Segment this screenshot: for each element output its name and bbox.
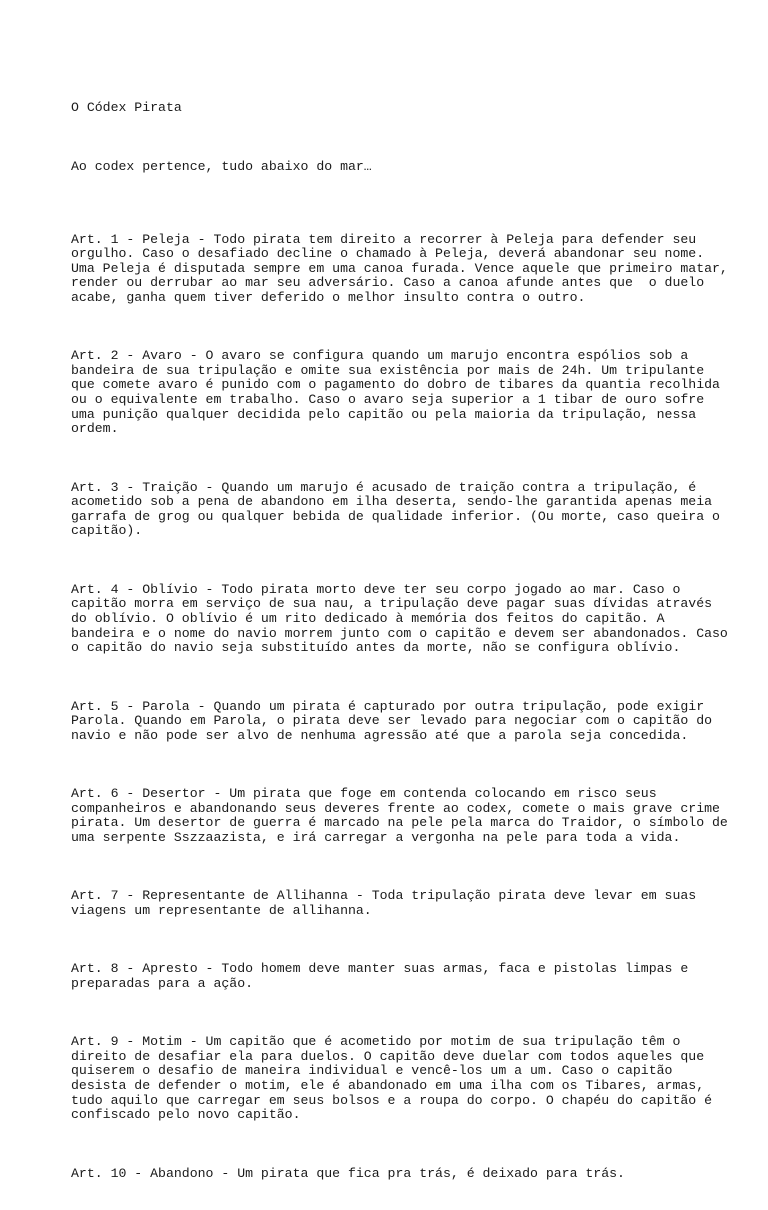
article-6: Art. 6 - Desertor - Um pirata que foge em contenda colocando em risco seus companheiros e abandonando seus deveres frente ao codex, comete o mais grave crime pirata. Um desertor de guerra é marcado na pele pela marca do Traidor, o símbolo de uma serpente Sszzaazista, e irá carregar a vergonha na pele para toda a vida. <box>71 786 728 845</box>
article-4: Art. 4 - Oblívio - Todo pirata morto deve ter seu corpo jogado ao mar. Caso o capitão morra em serviço de sua nau, a tripulação deve pagar suas dívidas através do oblívio. O oblívio é um rito dedicado à memória dos feitos do capitão. A bandeira e o nome do navio morrem junto com o capitão e devem ser abandonados. Caso o capitão do navio seja substituído antes da morte, não se configura oblívio. <box>71 581 728 656</box>
article-10: Art. 10 - Abandono - Um pirata que fica pra trás, é deixado para trás. <box>71 1165 625 1181</box>
document-subtitle: Ao codex pertence, tudo abaixo do mar… <box>71 158 372 174</box>
article-3: Art. 3 - Traição - Quando um marujo é acusado de traição contra a tripulação, é acometido sob a pena de abandono em ilha deserta, sendo-lhe garantida apenas meia garrafa de grog ou qualquer bebida de qualidade inferior. (Ou morte, caso queira o capitão). <box>71 479 720 539</box>
article-9: Art. 9 - Motim - Um capitão que é acometido por motim de sua tripulação têm o direito de desafiar ela para duelos. O capitão deve duelar com todos aqueles que quiserem o desafio de maneira individual e vencê-los um a um. Caso o capitão desista de defender o motim, ele é abandonado em uma ilha com os Tibares, armas, tudo aquilo que carregar em seus bolsos e a roupa do corpo. O chapéu do capitão é confiscado pelo novo capitão. <box>71 1034 713 1123</box>
article-8: Art. 8 - Apresto - Todo homem deve manter suas armas, faca e pistolas limpas e preparadas para a ação. <box>71 961 689 991</box>
document-page <box>71 72 728 1210</box>
article-1: Art. 1 - Peleja - Todo pirata tem direito a recorrer à Peleja para defender seu orgulho. Caso o desafiado decline o chamado à Peleja, deverá abandonar seu nome. Uma Peleja é disputada sempre em uma canoa furada. Vence aquele que primeiro matar, render ou derrubar ao mar seu adversário. Caso a canoa afunde antes que o duelo acabe, ganha quem tiver deferido o melhor insulto contra o outro. <box>71 231 728 305</box>
article-2: Art. 2 - Avaro - O avaro se configura quando um marujo encontra espólios sob a bandeira de sua tripulação e omite sua existência por mais de 24h. Um tripulante que comete avaro é punido com o pagamento do dobro de tibares da quantia recolhida ou o equivalente em trabalho. Caso o avaro seja superior a 1 tibar de ouro sofre uma punição qualquer decidida pelo capitão ou pela maioria da tripulação, nessa ordem. <box>71 348 720 437</box>
article-7: Art. 7 - Representante de Allihanna - Toda tripulação pirata deve levar em suas viagens um representante de allihanna. <box>71 888 697 918</box>
article-5: Art. 5 - Parola - Quando um pirata é capturado por outra tripulação, pode exigir Parola. Quando em Parola, o pirata deve ser levado para negociar com o capitão do navio e não pode ser alvo de nenhuma agressão até que a parola seja concedida. <box>71 698 713 743</box>
document-title: O Códex Pirata <box>71 100 182 116</box>
